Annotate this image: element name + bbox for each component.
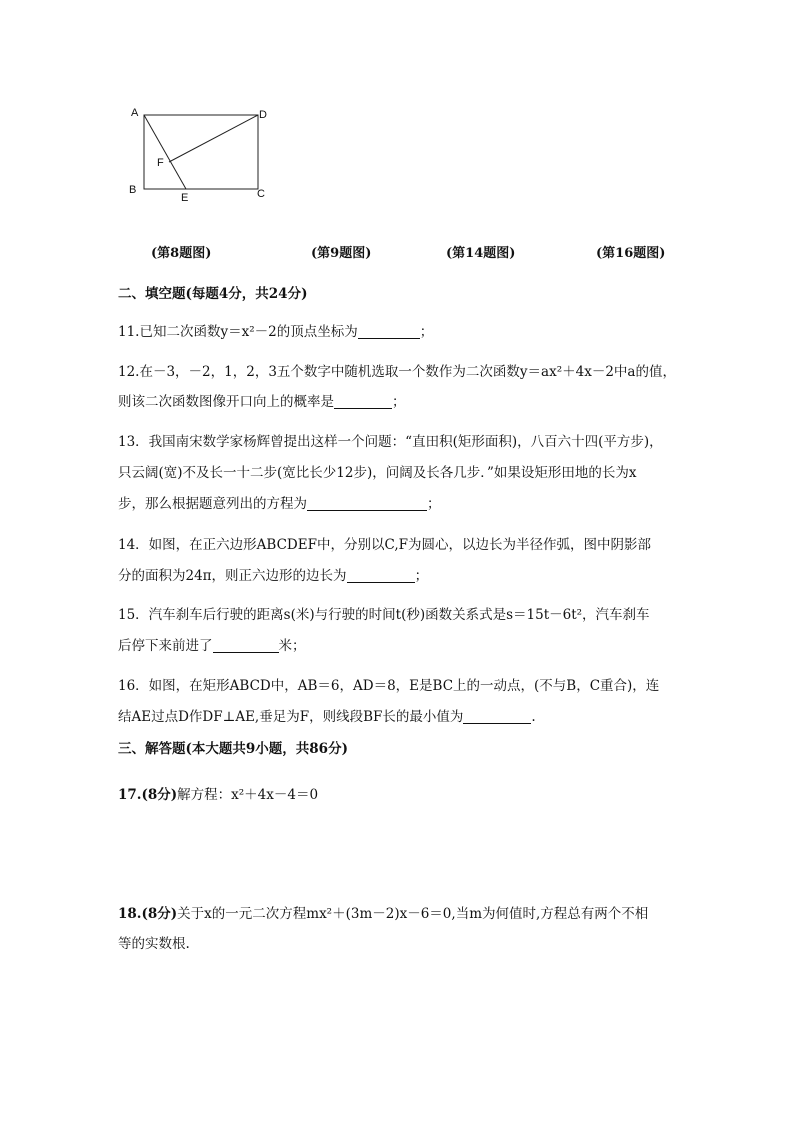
q12-text: 则该二次函数图像开口向上的概率是 xyxy=(118,394,334,410)
q16-answer-blank[interactable] xyxy=(463,709,531,724)
segment-df xyxy=(169,115,258,162)
question-17 xyxy=(118,783,318,803)
question-13-line3 xyxy=(118,492,441,512)
q14-answer-blank[interactable] xyxy=(347,568,415,583)
caption-q14: (第14题图) xyxy=(446,246,516,261)
question-14-line1: 14．如图，在正六边形ABCDEF中，分别以C,F为圆心，以边长为半径作弧，图中阴影部 xyxy=(118,537,651,553)
question-16-line2 xyxy=(118,705,536,725)
caption-q9: (第9题图) xyxy=(311,246,372,261)
q18-text: 关于x的一元二次方程mx²＋(3m－2)x－6＝0,当m为何值时,方程总有两个不相 xyxy=(177,906,649,922)
q13-tail: ； xyxy=(427,496,441,512)
q15-text: 后停下来前进了 xyxy=(118,638,213,654)
q11-answer-blank[interactable] xyxy=(358,324,420,339)
q15-answer-blank[interactable] xyxy=(213,638,279,653)
section2-heading: 二、填空题(每题4分，共24分) xyxy=(118,286,308,302)
caption-q16: (第16题图) xyxy=(596,246,666,261)
rectangle-abcd xyxy=(144,115,258,189)
question-15-line2 xyxy=(118,634,306,654)
q12-answer-blank[interactable] xyxy=(334,394,392,409)
label-c: C xyxy=(257,188,265,200)
q16-text: 结AE过点D作DF⊥AE,垂足为F，则线段BF长的最小值为 xyxy=(118,709,464,725)
q11-text: 11.已知二次函数y＝x²－2的顶点坐标为 xyxy=(118,324,358,340)
q17-number: 17.(8分) xyxy=(118,787,178,803)
label-e: E xyxy=(181,192,189,204)
question-12-line2 xyxy=(118,390,406,410)
question-16-line1: 16．如图，在矩形ABCD中，AB＝6，AD＝8，E是BC上的一动点，(不与B，C重合)，连 xyxy=(118,678,660,694)
question-15-line1: 15．汽车刹车后行驶的距离s(米)与行驶的时间t(秒)函数关系式是s＝15t－6t²，汽车刹车 xyxy=(118,607,650,623)
q14-text: 分的面积为24π，则正六边形的边长为 xyxy=(118,568,347,584)
q15-tail: 米； xyxy=(278,638,306,654)
q13-answer-blank[interactable] xyxy=(307,496,427,511)
label-d: D xyxy=(259,109,267,121)
label-a: A xyxy=(131,107,139,119)
question-18-line2: 等的实数根. xyxy=(118,936,190,952)
section3-heading: 三、解答题(本大题共9小题，共86分) xyxy=(118,741,348,757)
q17-text: 解方程：x²＋4x－4＝0 xyxy=(177,787,319,803)
question-11 xyxy=(118,320,433,340)
label-b: B xyxy=(129,184,137,196)
segment-ae xyxy=(144,115,186,189)
q16-tail: . xyxy=(531,709,536,725)
q11-tail: ； xyxy=(419,324,434,340)
q18-number: 18.(8分) xyxy=(118,906,178,922)
q14-tail: ； xyxy=(414,568,429,584)
question-13-line2: 只云阔(宽)不及长一十二步(宽比长少12步)，问阔及长各几步．”如果设矩形田地的长为x xyxy=(118,465,637,481)
question-18-line1 xyxy=(118,902,648,922)
rectangle-figure xyxy=(120,100,280,210)
q13-text: 步，那么根据题意列出的方程为 xyxy=(118,496,307,512)
label-f: F xyxy=(157,157,164,169)
question-12-line1: 12.在－3，－2，1，2，3五个数字中随机选取一个数作为二次函数y＝ax²＋4x－2中a的值， xyxy=(118,364,676,380)
q12-tail: ； xyxy=(392,394,406,410)
caption-q8: (第8题图) xyxy=(151,246,212,261)
question-14-line2 xyxy=(118,564,428,584)
question-13-line1: 13．我国南宋数学家杨辉曾提出这样一个问题：“直田积(矩形面积)，八百六十四(平方步)， xyxy=(118,434,663,450)
